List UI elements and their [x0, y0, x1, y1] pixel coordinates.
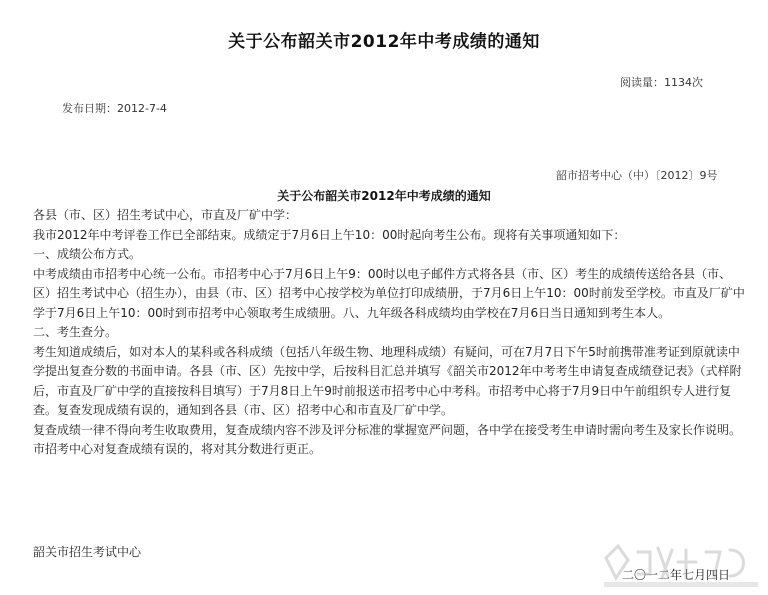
- section-heading-1: 一、成绩公布方式。: [33, 247, 142, 261]
- publish-date: 发布日期：2012-7-4: [62, 102, 167, 115]
- paragraph-publish-method: 中考成绩由市招考中心统一公布。市招考中心于7月6日上午9：00时以电子邮件方式将各县（市、区）考生的成绩传送给各县（市、区）招生考试中心（招生办），由县（市、区）招考中心按学校为单位打印成绩册，于7月6日上午10：00时前发至学校。市直及厂矿中学于7月6日上午10：00时到市招考中心领取考生成绩册。八、九年级各科成绩均由学校在7月6日当日通知到考生本人。: [33, 266, 745, 320]
- section-heading-2: 二、考生查分。: [33, 325, 118, 339]
- signature-date: 二〇一二年七月四日: [622, 568, 731, 582]
- paragraph-intro: 我市2012年中考评卷工作已全部结束。成绩定于7月6日上午10：00时起向考生公布。现将有关事项通知如下：: [33, 227, 626, 242]
- document-number: 韶市招考中心（中）〔2012〕9号: [556, 169, 718, 182]
- page-title: 关于公布韶关市2012年中考成绩的通知: [228, 32, 540, 52]
- paragraph-addressee: 各县（市、区）招生考试中心，市直及厂矿中学：: [33, 208, 298, 222]
- read-count: 阅读量：1134次: [620, 76, 703, 89]
- watermark-logo-icon: [598, 538, 764, 592]
- paragraph-review-request: 考生知道成绩后，如对本人的某科或各科成绩（包括八年级生物、地理科成绩）有疑问，可在7月7日下午5时前携带准考证到原就读中学提出复查分数的书面申请。各县（市、区）先按中学，后按科目汇总并填写《韶关市2012年中考考生申请复查成绩登记表》（式样附后，市直及厂矿中学的直接按科目填写）于7月8日上午9时前报送市招考中心中考科。市招考中心将于7月9日中午前组织专人进行复查。复查发现成绩有误的，通知到各县（市、区）招考中心和市直及厂矿中学。: [33, 344, 742, 417]
- notice-body: [33, 206, 745, 460]
- paragraph-review-fee: 复查成绩一律不得向考生收取费用，复查成绩内容不涉及评分标准的掌握宽严问题，各中学在接受考生申请时需向考生及家长作说明。市招考中心对复查成绩有误的，将对其分数进行更正。: [33, 422, 742, 456]
- signature-organization: 韶关市招生考试中心: [33, 545, 142, 559]
- notice-title: 关于公布韶关市2012年中考成绩的通知: [277, 189, 491, 203]
